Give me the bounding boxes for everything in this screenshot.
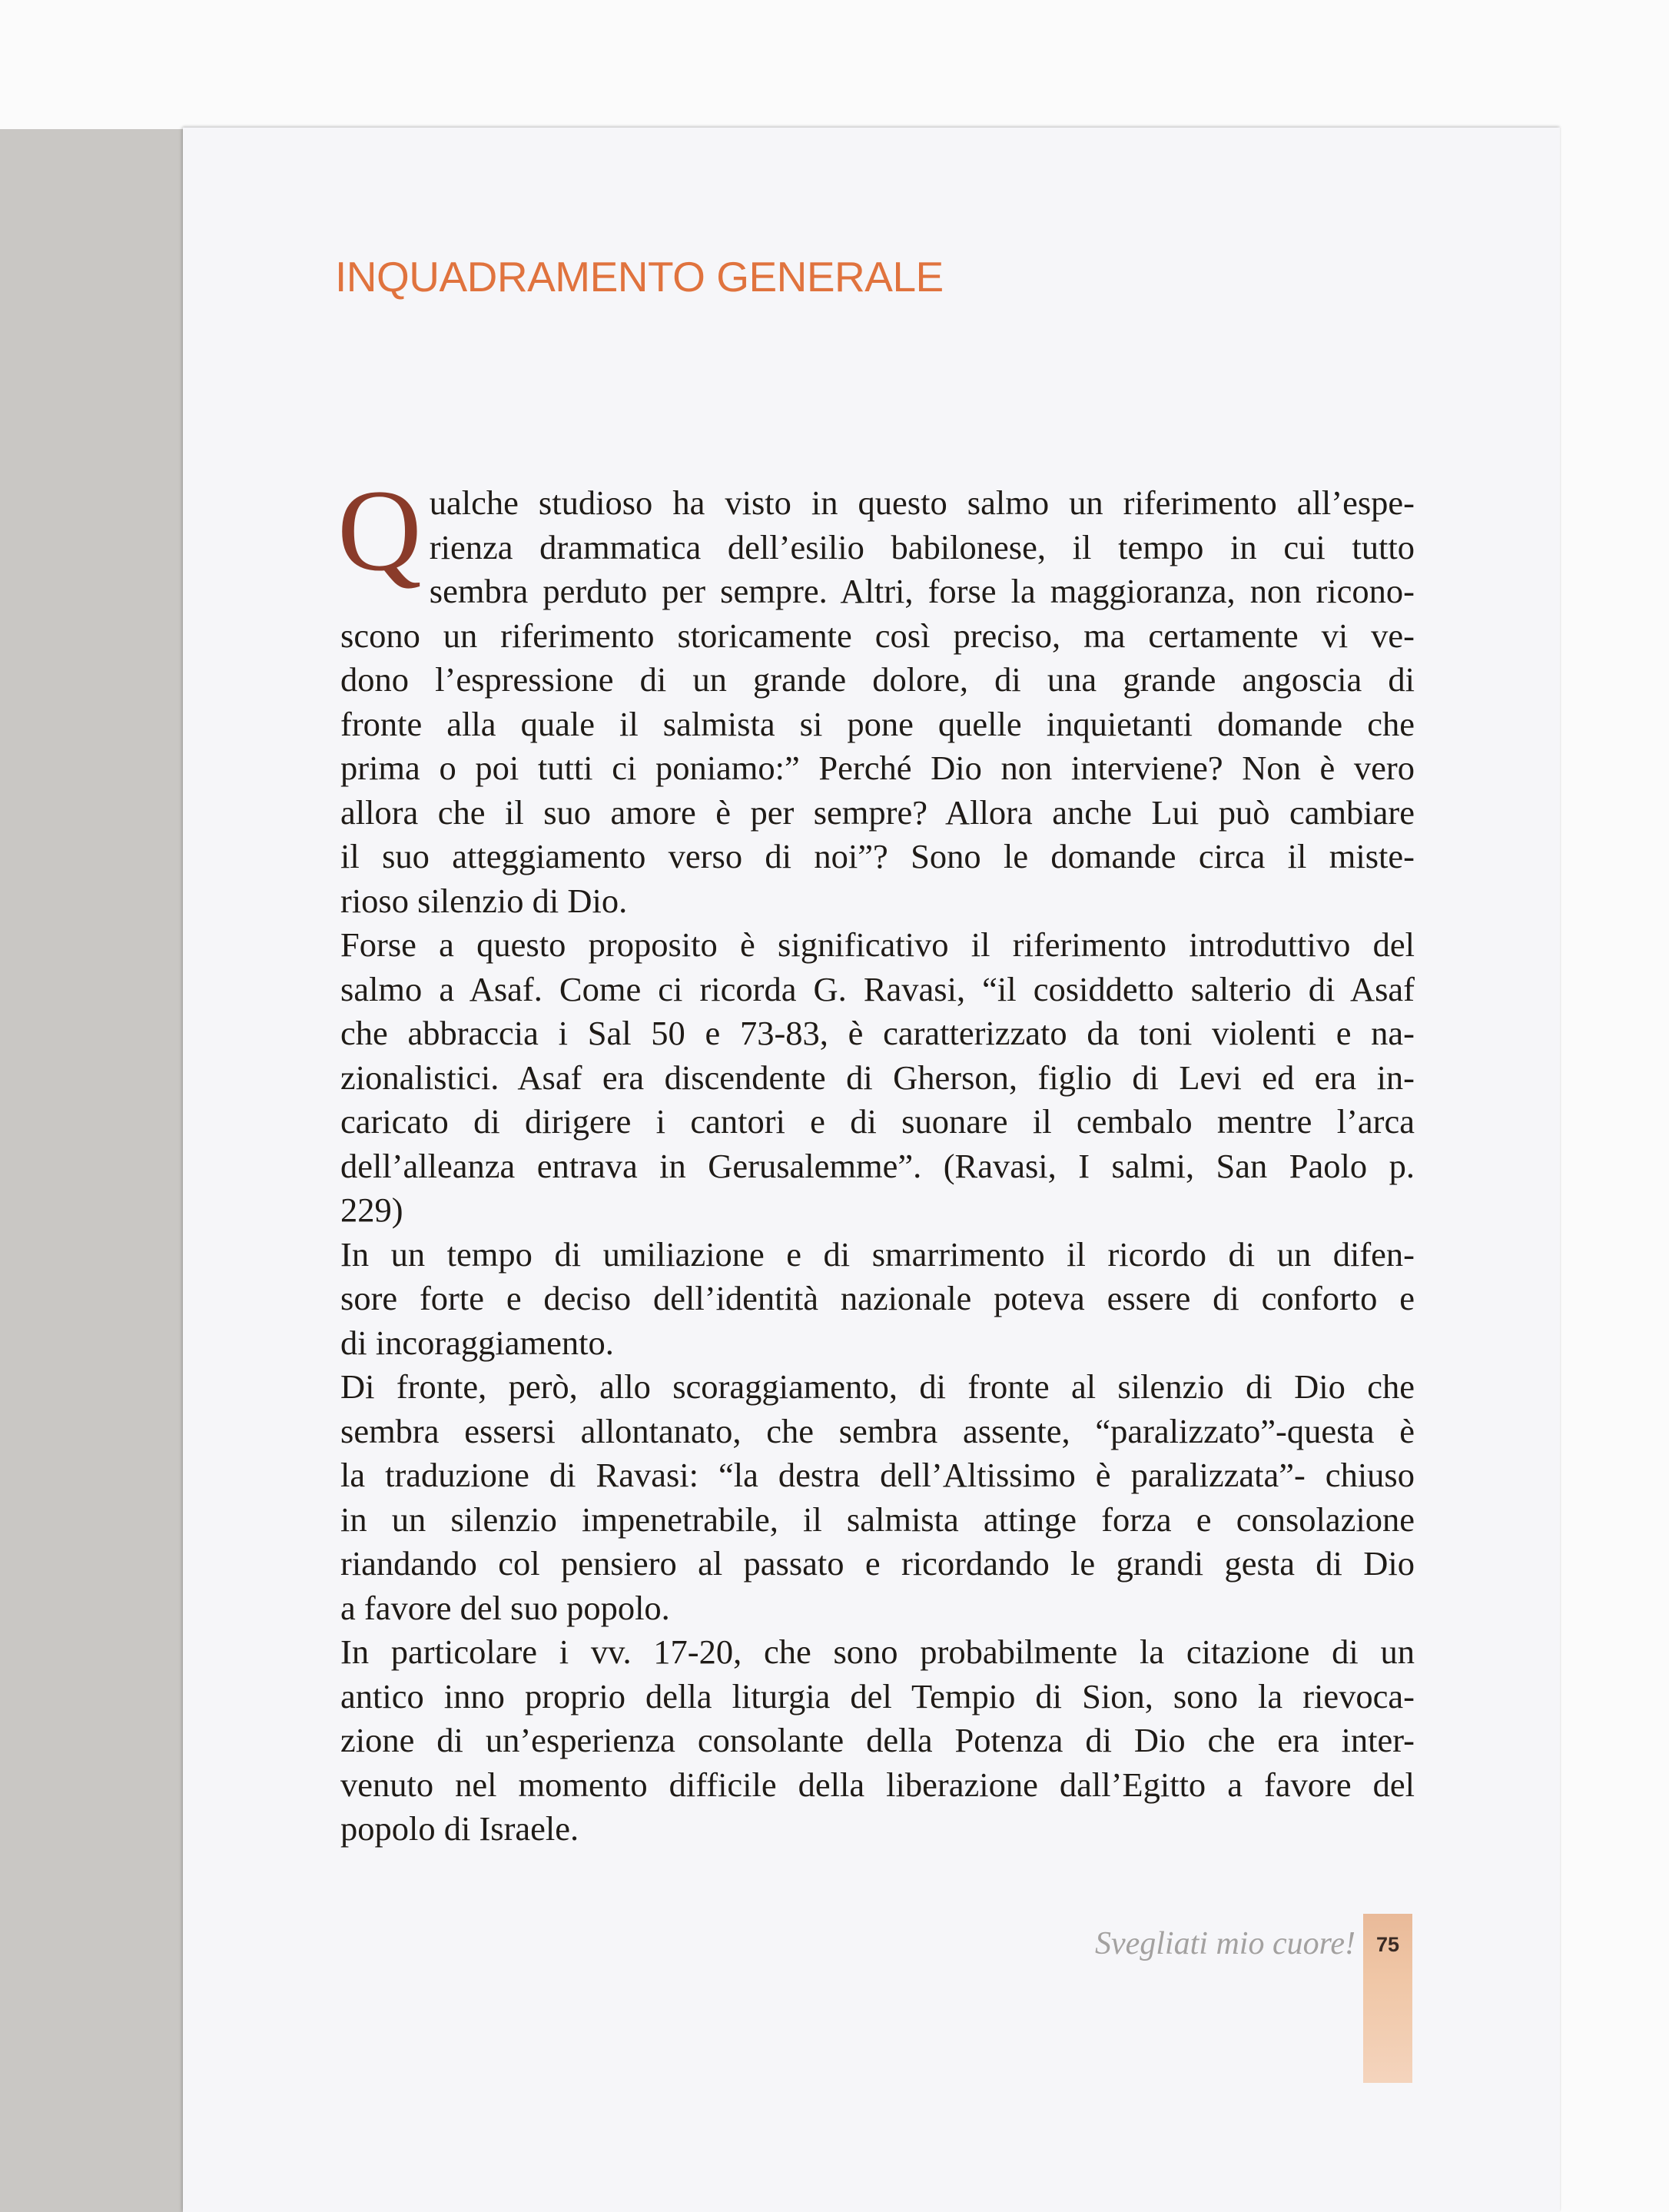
text-line: ualche studioso ha visto in questo salmo un riferimento all’espe- [429, 483, 1415, 522]
text-line: a favore del suo popolo. [340, 1588, 670, 1627]
text-line: dell’alleanza entrava in Gerusalemme”. (Ravasi, I salmi, San Paolo p. [340, 1146, 1415, 1185]
text-line: Di fronte, però, allo scoraggiamento, di fronte al silenzio di Dio che [340, 1367, 1415, 1406]
facing-page-edge [0, 129, 201, 2212]
paragraph [340, 923, 1415, 1233]
text-line: venuto nel momento difficile della liberazione dall’Egitto a favore del [340, 1765, 1415, 1804]
text-line: antico inno proprio della liturgia del Tempio di Sion, sono la rievoca- [340, 1676, 1415, 1715]
text-line: fronte alla quale il salmista si pone quelle inquietanti domande che [340, 704, 1415, 743]
text-line: caricato di dirigere i cantori e di suonare il cembalo mentre l’arca [340, 1102, 1415, 1141]
text-line: in un silenzio impenetrabile, il salmista attinge forza e consolazione [340, 1500, 1415, 1539]
text-line: popolo di Israele. [340, 1809, 579, 1848]
text-line: Forse a questo proposito è significativo il riferimento introduttivo del [340, 925, 1415, 964]
text-line: che abbraccia i Sal 50 e 73-83, è caratterizzato da toni violenti e na- [340, 1014, 1415, 1052]
page-number: 75 [1375, 1933, 1400, 1956]
text-line: In un tempo di umiliazione e di smarrimento il ricordo di un difen- [340, 1234, 1415, 1274]
text-line: allora che il suo amore è per sempre? Allora anche Lui può cambiare [340, 792, 1415, 832]
paragraph [340, 1233, 1415, 1366]
text-line: sembra perduto per sempre. Altri, forse la maggioranza, non ricono- [429, 572, 1415, 610]
text-line: dono l’espressione di un grande dolore, di una grande angoscia di [340, 660, 1415, 699]
text-line: riandando col pensiero al passato e ricordando le grandi gesta di Dio [340, 1544, 1415, 1583]
text-line: zionalistici. Asaf era discendente di Gherson, figlio di Levi ed era in- [340, 1058, 1415, 1097]
paragraph [337, 466, 1415, 923]
body-text [337, 466, 1415, 1852]
section-heading: INQUADRAMENTO GENERALE [335, 253, 944, 301]
paragraph [340, 1365, 1415, 1630]
text-line: zione di un’esperienza consolante della Potenza di Dio che era inter- [340, 1721, 1415, 1759]
text-line: 229) [340, 1191, 403, 1229]
text-line: sembra essersi allontanato, che sembra assente, “paralizzato”-questa è [340, 1411, 1415, 1450]
text-line: rienza drammatica dell’esilio babilonese, il tempo in cui tutto [429, 527, 1415, 566]
text-line: salmo a Asaf. Come ci ricorda G. Ravasi, “il cosiddetto salterio di Asaf [340, 969, 1415, 1008]
text-line: In particolare i vv. 17-20, che sono probabilmente la citazione di un [340, 1632, 1415, 1671]
drop-cap: Q [337, 466, 422, 595]
text-line: sore forte e deciso dell’identità nazionale poteva essere di conforto e [340, 1279, 1415, 1317]
text-line: di incoraggiamento. [340, 1323, 614, 1362]
text-line: la traduzione di Ravasi: “la destra dell’Altissimo è paralizzata”- chiuso [340, 1456, 1415, 1494]
text-line: prima o poi tutti ci poniamo:” Perché Dio non interviene? Non è vero [340, 749, 1415, 787]
text-line: rioso silenzio di Dio. [340, 881, 628, 920]
text-line: il suo atteggiamento verso di noi”? Sono le domande circa il miste- [340, 837, 1415, 875]
running-footer-title: Svegliati mio cuore! [1094, 1926, 1355, 1961]
text-line: scono un riferimento storicamente così preciso, ma certamente vi ve- [340, 616, 1415, 655]
paragraph [340, 1630, 1415, 1852]
